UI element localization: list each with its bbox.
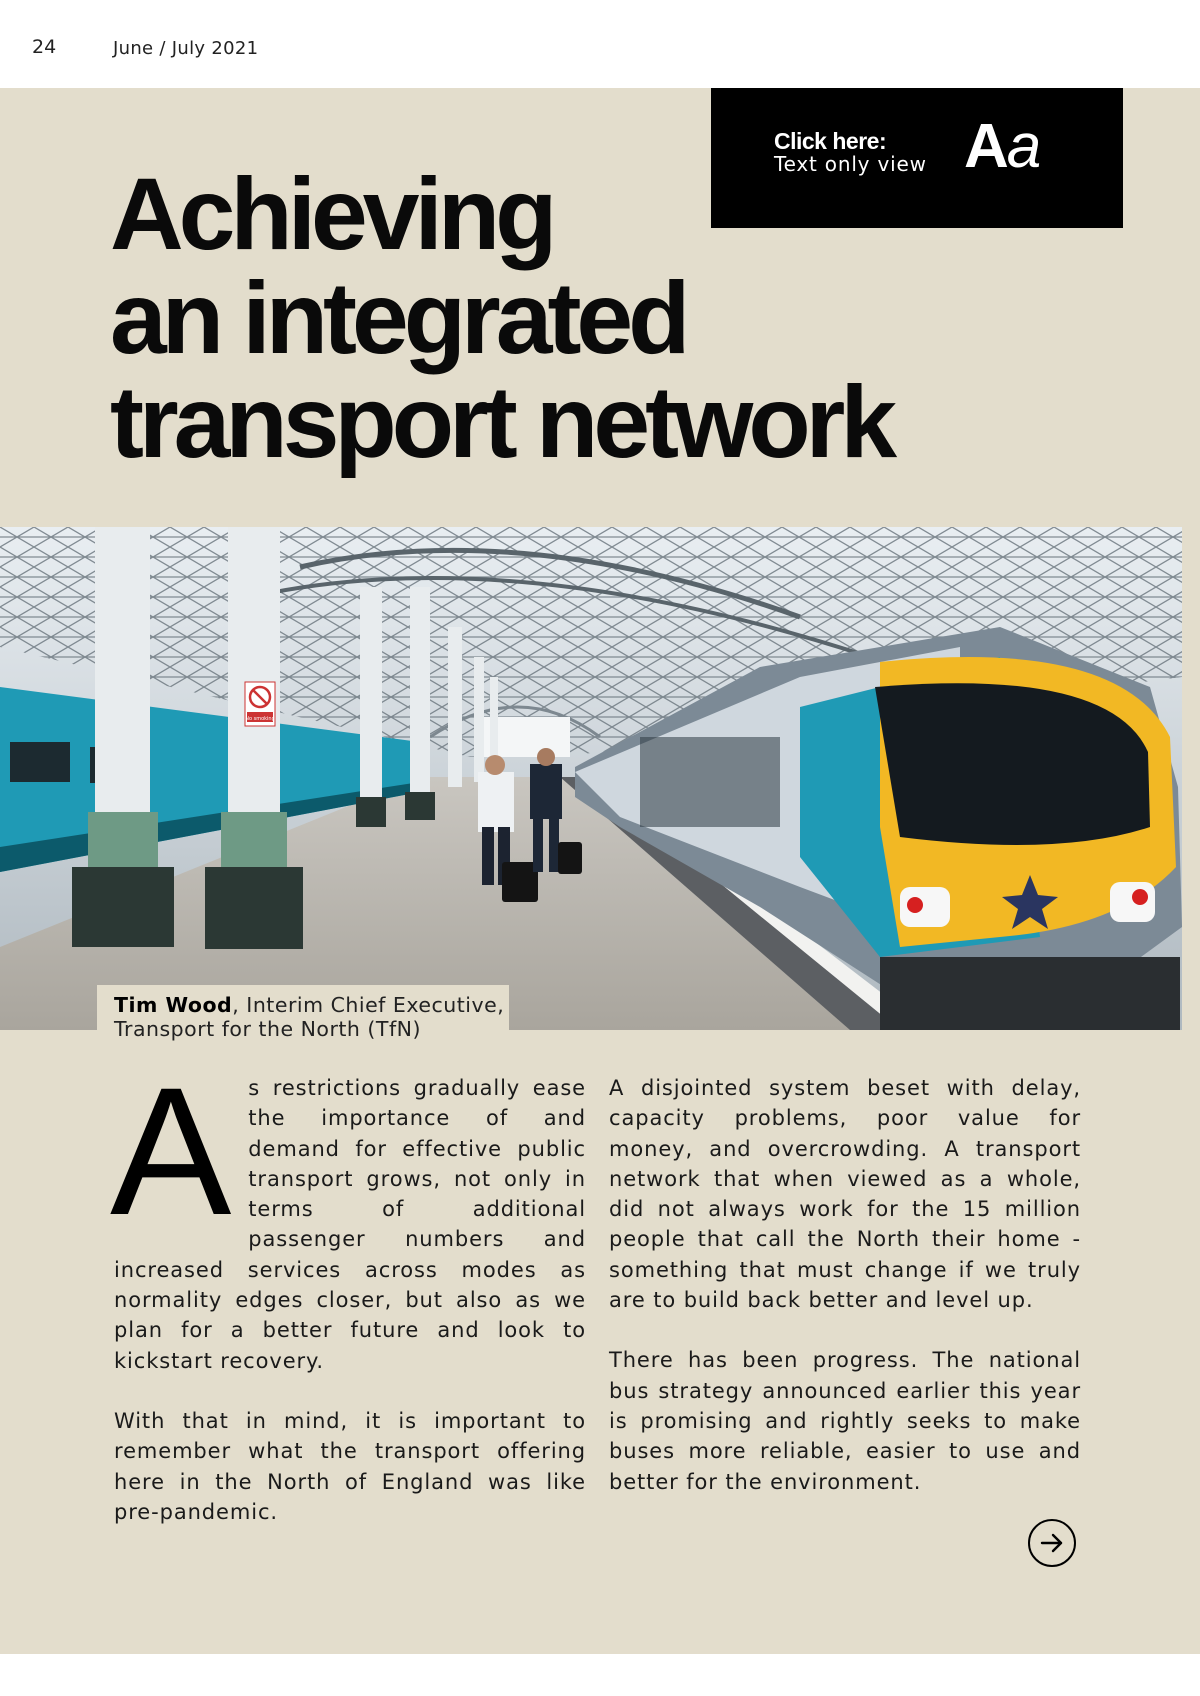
- page-footer: [0, 1654, 1200, 1696]
- arrow-right-circle-icon: [1039, 1530, 1065, 1556]
- headline-line: Achieving: [110, 157, 553, 271]
- photo-caption: [114, 993, 514, 1041]
- page-header: [0, 0, 1200, 88]
- article-paragraph: With that in mind, it is important to remember what the transport offering here in the North of England was like pre-pandemic.: [114, 1408, 586, 1524]
- drop-cap: A: [110, 1049, 233, 1253]
- article-paragraph: As restrictions gradually ease the importance of and demand for effective public transport grows, not only in terms of additional passenger numbers and increased services across modes as normality edges closer, but also as we plan for a better future and look to kickstart recovery.: [110, 1049, 586, 1373]
- text-only-view-subtitle: Text only view: [774, 152, 927, 176]
- article-column-right: [609, 1073, 1081, 1527]
- sign-text: No smoking: [245, 716, 275, 722]
- headline-line: an integrated: [110, 261, 686, 375]
- issue-date: June / July 2021: [113, 38, 259, 59]
- article-paragraph: There has been progress. The national bus strategy announced earlier this year is promising and rightly seeks to make buses more reliable, easier to use and better for the environment.: [609, 1348, 1081, 1494]
- headline-line: transport network: [110, 365, 893, 479]
- page-number: 24: [32, 36, 57, 58]
- font-aa-icon: Aa: [964, 112, 1042, 181]
- caption-name: Tim Wood: [114, 993, 233, 1017]
- article-column-left: [110, 1049, 586, 1557]
- caption-role: , Interim Chief Executive,: [232, 993, 505, 1017]
- text-only-view-title: Click here:: [774, 128, 887, 154]
- train-station-photo: [0, 527, 1182, 1030]
- next-page-button[interactable]: [1028, 1519, 1076, 1567]
- no-smoking-sign: [245, 682, 275, 726]
- caption-organisation: Transport for the North (TfN): [114, 1017, 421, 1041]
- article-paragraph: A disjointed system beset with delay, capacity problems, poor value for money, and overcrowding. A transport network that when viewed as a whole, did not always work for the 15 million people that call the North their home - something that must change if we truly are to build back better and level up.: [609, 1076, 1081, 1313]
- article-headline: [110, 157, 1070, 479]
